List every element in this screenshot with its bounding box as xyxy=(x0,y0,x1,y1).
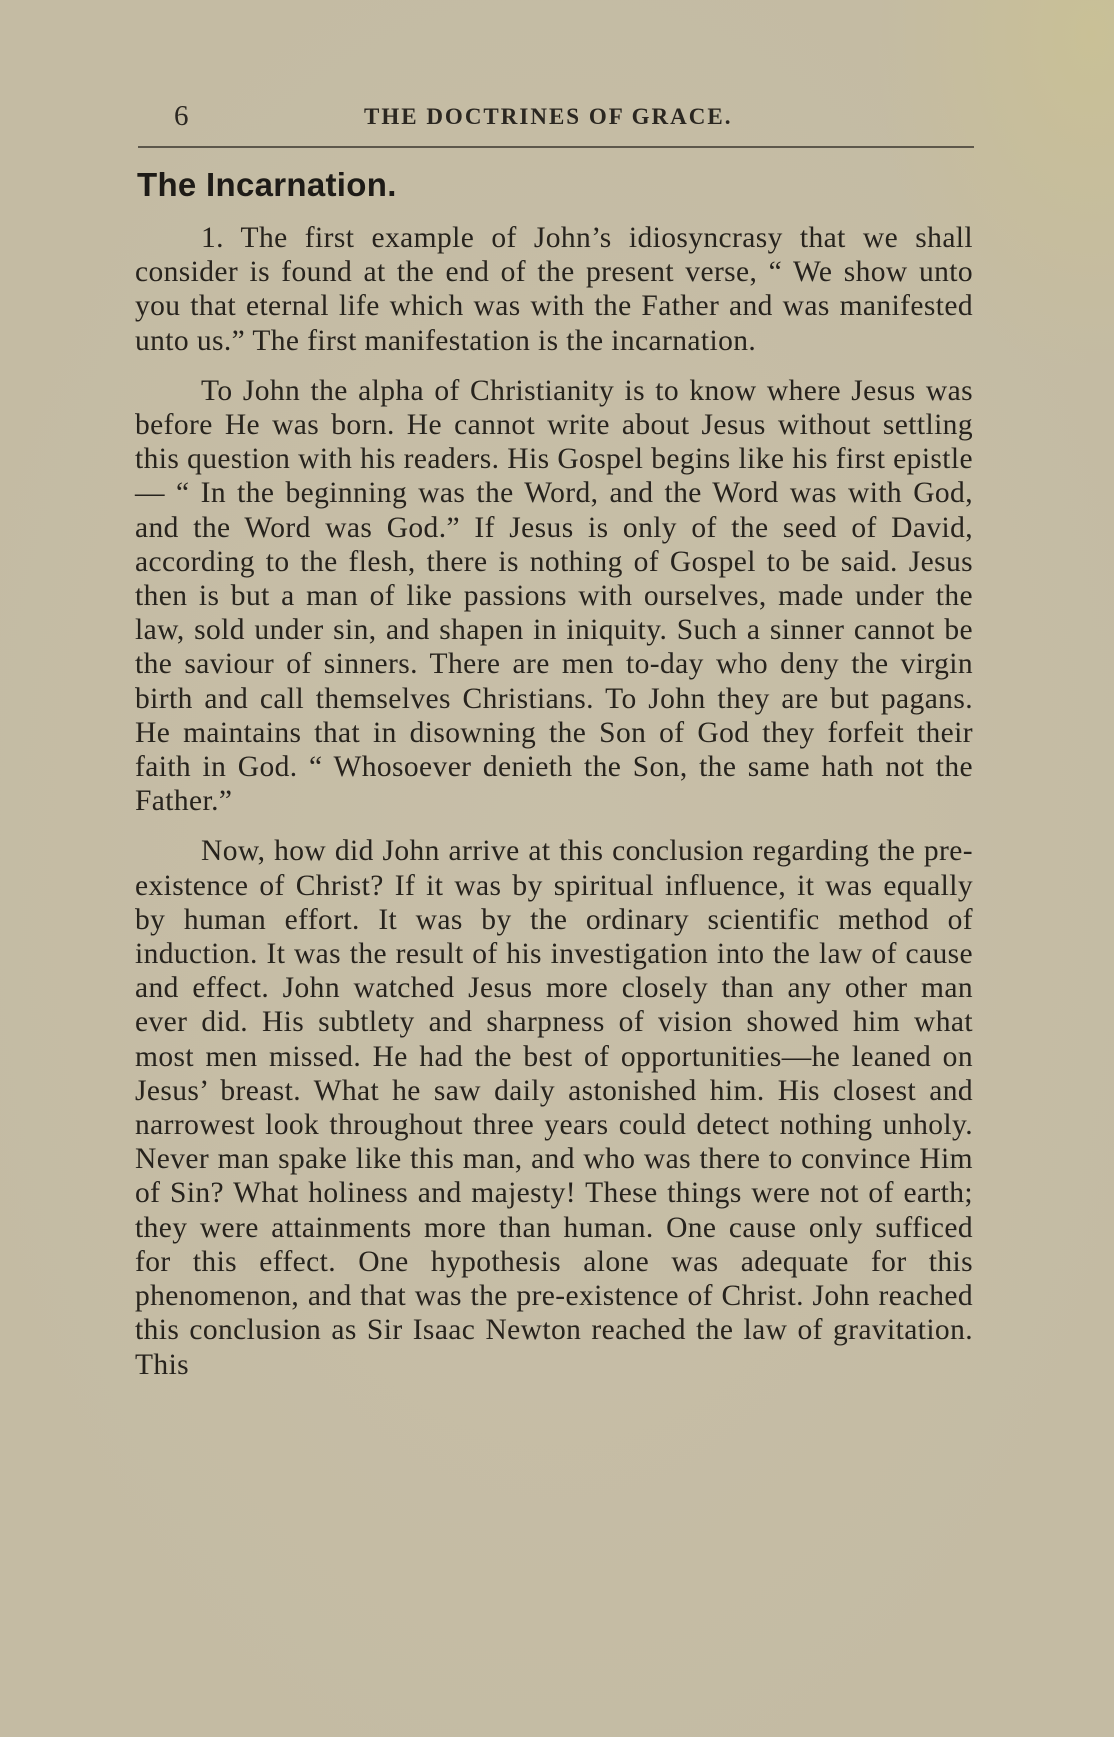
running-title: THE DOCTRINES OF GRACE. xyxy=(364,104,733,129)
paragraph-3: Now, how did John arrive at this conclusion regarding the pre-existence of Christ? If it was by spiritual influence, it was equally by human effort. It was by the ordinary scientific method of induction. It was the result of his investigation into the law of cause and effect. John watched Jesus more closely than any other man ever did. His subtlety and sharpness of vision showed him what most men missed. He had the best of opportunities—he leaned on Jesus’ breast. What he saw daily astonished him. His closest and narrowest look throughout three years could detect nothing unholy. Never man spake like this man, and who was there to convince Him of Sin? What holiness and majesty! These things were not of earth; they were attainments more than human. One cause only sufficed for this effect. One hypothesis alone was adequate for this phenomenon, and that was the pre-existence of Christ. John reached this conclusion as Sir Isaac Newton reached the law of gravitation. This xyxy=(135,835,973,1381)
paragraph-2: To John the alpha of Christianity is to know where Jesus was before He was born. He cannot write about Jesus without settling this question with his readers. His Gospel begins like his first epistle— “ In the beginning was the Word, and the Word was with God, and the Word was God.” If Jesus is only of the seed of David, according to the flesh, there is nothing of Gospel to be said. Jesus then is but a man of like passions with ourselves, made under the law, sold under sin, and shapen in iniquity. Such a sinner cannot be the saviour of sinners. There are men to-day who deny the virgin birth and call themselves Christians. To John they are but pagans. He maintains that in disowning the Son of God they forfeit their faith in God. “ Whosoever denieth the Son, the same hath not the Father.” xyxy=(135,374,973,818)
paragraph-1: 1. The first example of John’s idiosyncrasy that we shall consider is found at the end of the present verse, “ We show unto you that eternal life which was with the Father and was manifested unto us.” The first manifestation is the incarnation. xyxy=(135,222,973,357)
header-rule xyxy=(138,146,974,148)
section-heading: The Incarnation. xyxy=(137,166,397,203)
body-text xyxy=(135,221,973,1398)
page-number: 6 xyxy=(174,100,189,132)
running-head xyxy=(136,100,976,136)
